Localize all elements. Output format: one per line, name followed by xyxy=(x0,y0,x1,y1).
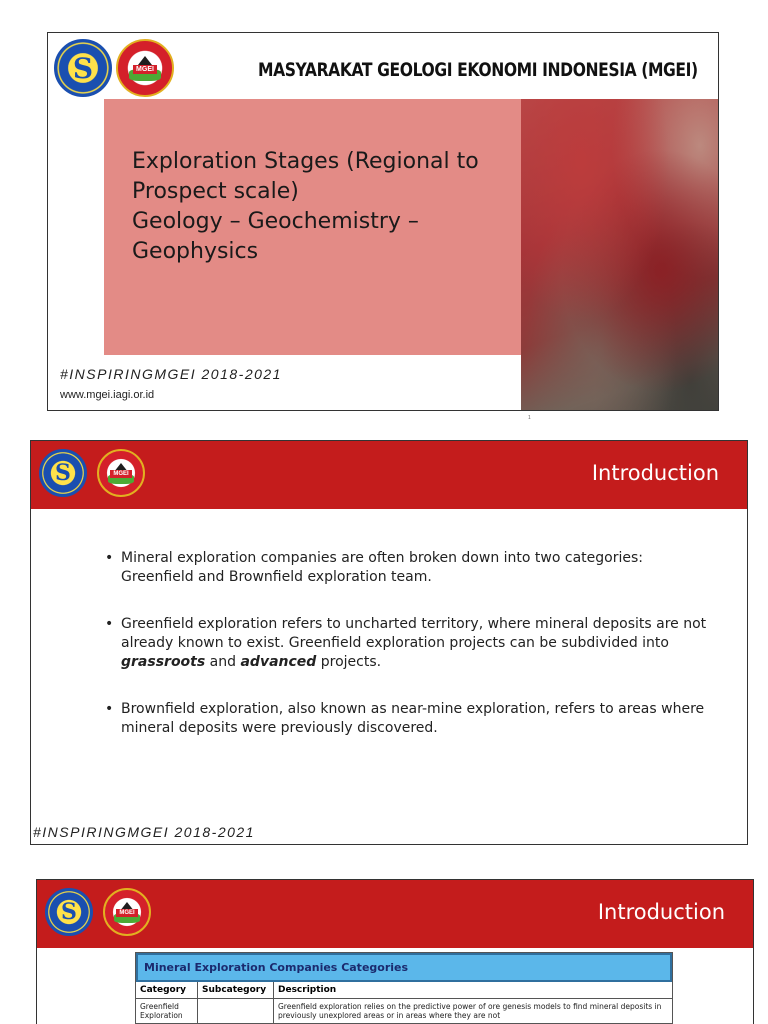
page-number: 1 xyxy=(528,415,531,421)
org-name: MASYARAKAT GEOLOGI EKONOMI INDONESIA (MGEI) xyxy=(258,59,698,81)
bullet-item: • Mineral exploration companies are often broken down into two categories: Greenfield and Brownfield exploration team. xyxy=(103,549,713,587)
hashtag: #INSPIRINGMGEI 2018-2021 xyxy=(60,366,282,382)
table-cell xyxy=(198,999,274,1023)
mgei-logo: MGEI xyxy=(97,449,145,497)
hashtag: #INSPIRINGMGEI 2018-2021 xyxy=(33,824,255,840)
table-cell: Greenfield Exploration xyxy=(136,999,198,1023)
logo-group xyxy=(45,888,151,936)
bullet-item: • Brownfield exploration, also known as near-mine exploration, refers to areas where mineral deposits were previously discovered. xyxy=(103,700,713,738)
table-row xyxy=(136,999,672,1023)
title-line: Geophysics xyxy=(132,239,259,264)
iagi-logo: S xyxy=(39,449,87,497)
title-slide xyxy=(47,32,719,411)
title-line: Geology – Geochemistry – xyxy=(132,209,419,234)
intro-slide xyxy=(30,440,748,845)
slide-title xyxy=(132,147,532,267)
bullet-list xyxy=(103,549,713,766)
column-header: Subcategory xyxy=(198,982,274,998)
emphasis-text: grassroots xyxy=(121,654,206,670)
title-line: Prospect scale) xyxy=(132,179,299,204)
header-bar xyxy=(37,880,753,948)
table-title: Mineral Exploration Companies Categories xyxy=(136,953,672,982)
column-header: Description xyxy=(278,985,337,995)
iagi-logo: S xyxy=(45,888,93,936)
iagi-logo: S xyxy=(54,39,112,97)
header-bar xyxy=(31,441,747,509)
rock-photo xyxy=(521,99,719,411)
bullet-item: • Greenfield exploration refers to uncharted territory, where mineral deposits are not already known to exist. Greenfield exploration projects can be subdivided into grassroots and advanced projects. xyxy=(103,615,713,672)
emphasis-text: advanced xyxy=(240,654,317,670)
mgei-logo: MGEI xyxy=(116,39,174,97)
logo-group xyxy=(39,449,145,497)
intro-table-slide xyxy=(36,879,754,1024)
slide-heading: Introduction xyxy=(591,461,719,485)
table-header xyxy=(136,982,672,999)
mgei-logo: MGEI xyxy=(103,888,151,936)
website-url[interactable]: www.mgei.iagi.or.id xyxy=(60,389,155,401)
categories-table xyxy=(135,952,673,1024)
column-header: Category xyxy=(136,982,198,998)
title-line: Exploration Stages (Regional to xyxy=(132,149,479,174)
table-cell: Greenfield exploration relies on the predictive power of ore genesis models to find mineral deposits in previously unexplored areas or in areas where they are not xyxy=(278,1002,662,1020)
slide-heading: Introduction xyxy=(597,900,725,924)
logo-group xyxy=(54,39,174,97)
